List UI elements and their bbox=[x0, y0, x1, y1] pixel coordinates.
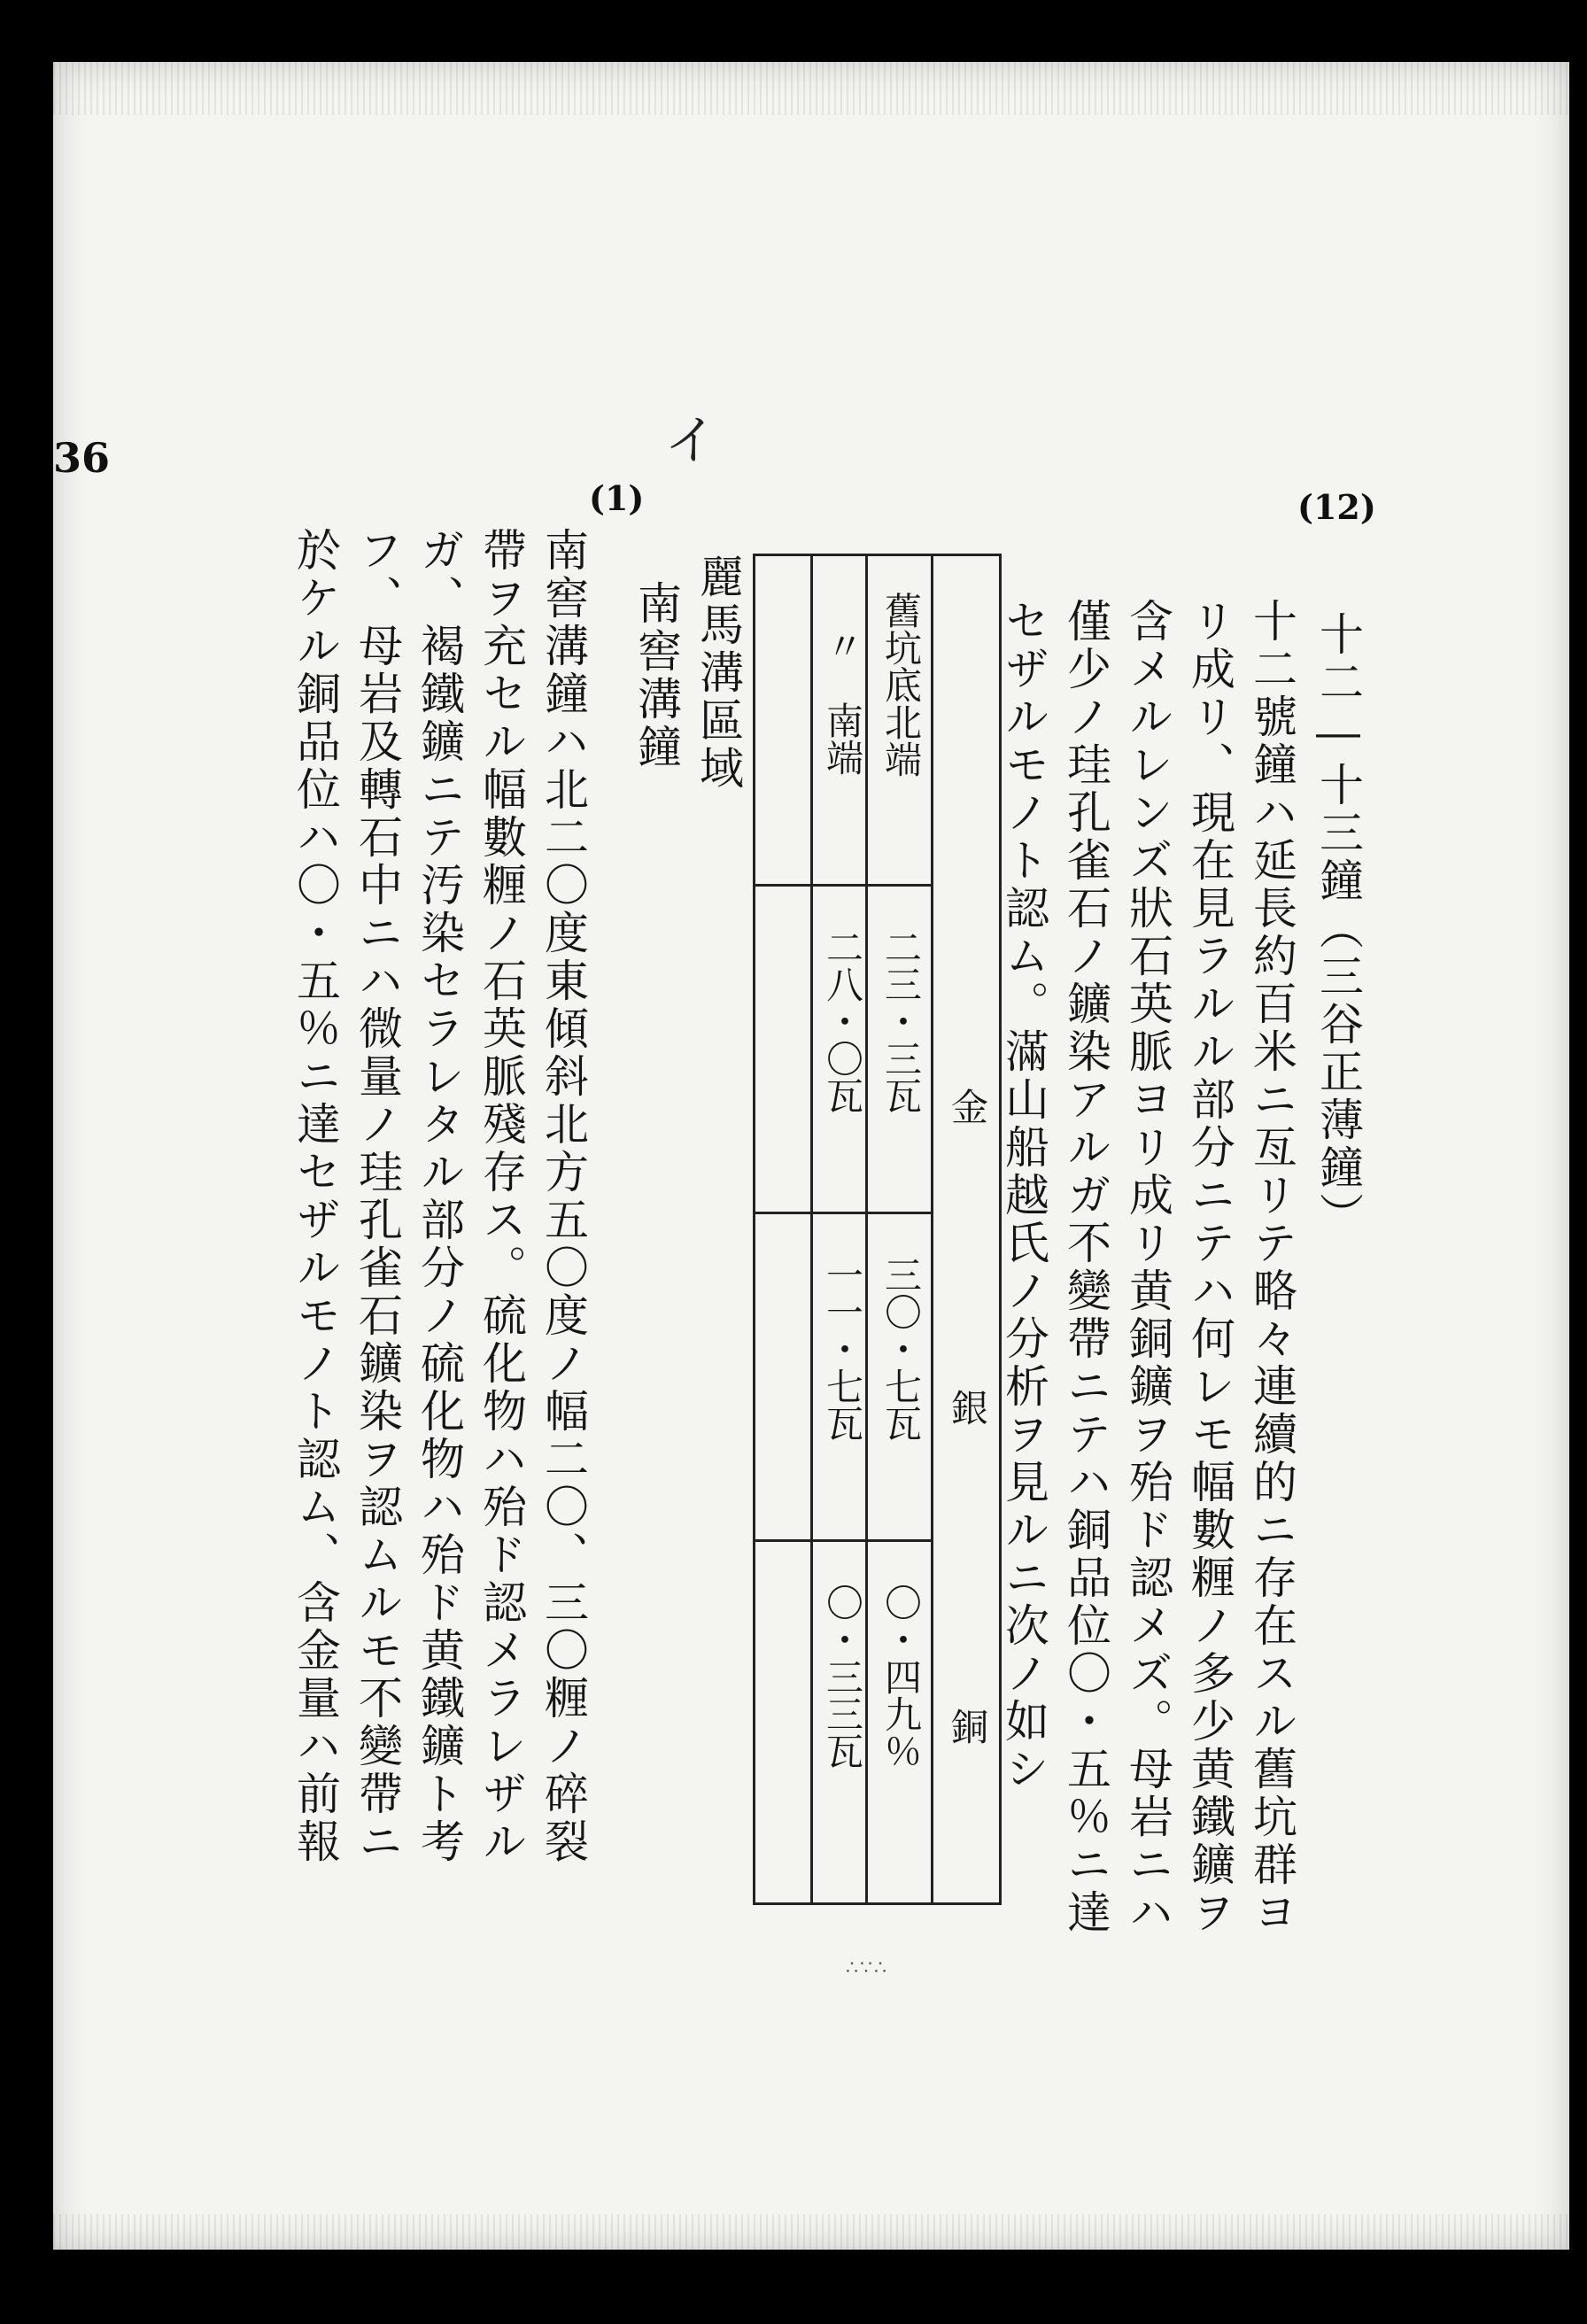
right-line-2: リ成リ、現在見ラルル部分ニテハ何レモ幅數糎ノ多少黄鐵鑛ヲ bbox=[1184, 598, 1235, 1937]
left-line-1: 南窖溝鐘ハ北二〇度東傾斜北方五〇度ノ幅二〇、三〇糎ノ碎裂 bbox=[538, 527, 589, 1866]
right-line-1: 十二號鐘ハ延長約百米ニ亙リテ略々連續的ニ存在スル舊坑群ヨ bbox=[1246, 598, 1297, 1937]
header-gold: 金 bbox=[946, 1088, 989, 1125]
left-line-3: ガ、褐鐵鑛ニテ汚染セラレタル部分ノ硫化物ハ殆ド黄鐵鑛ト考 bbox=[414, 527, 465, 1866]
table-divider-2 bbox=[865, 556, 868, 1902]
left-line-2: 帶ヲ充セル幅數糎ノ石英脈殘存ス。硫化物ハ殆ド認メラレザル bbox=[476, 527, 527, 1866]
table-stamp: ∴∵∴ bbox=[846, 1957, 888, 1979]
page-number: 36 bbox=[53, 434, 111, 482]
south-gold: 二八・〇瓦 bbox=[821, 928, 864, 1114]
table-row-line-3 bbox=[755, 1539, 931, 1542]
sub-title: 南窖溝鐘 bbox=[631, 580, 682, 771]
table-row-line-2 bbox=[755, 1212, 931, 1214]
north-silver: 三〇・七瓦 bbox=[879, 1256, 923, 1442]
right-line-3: 含メルレンズ狀石英脈ヨリ成リ黄銅鑛ヲ殆ド認メズ。母岩ニハ bbox=[1122, 598, 1173, 1937]
section-1-label: (1) bbox=[589, 478, 645, 518]
analysis-table bbox=[753, 554, 1002, 1905]
document-page bbox=[53, 62, 1569, 2250]
left-line-5: 於ケル銅品位ハ〇・五％ニ達セザルモノト認ム、含金量ハ前報 bbox=[290, 527, 341, 1866]
section-12-label: (12) bbox=[1297, 487, 1376, 527]
header-silver: 銀 bbox=[946, 1389, 989, 1426]
header-copper: 銅 bbox=[946, 1708, 989, 1745]
area-title: 麗馬溝區域 bbox=[693, 554, 744, 793]
right-section-title: 十二―十三鐘（三谷正薄鐘） bbox=[1312, 611, 1364, 1240]
right-line-5: セザルモノト認ム。滿山船越氏ノ分析ヲ見ルニ次ノ如シ bbox=[998, 598, 1049, 1793]
row-label-north: 舊坑底北端 bbox=[879, 592, 923, 778]
scan-noise-top bbox=[53, 62, 1569, 115]
row-label-south: 〃 南端 bbox=[821, 627, 864, 776]
katakana-i-mark: イ bbox=[664, 410, 717, 472]
right-line-4: 僅少ノ珪孔雀石ノ鑛染アルガ不變帶ニテハ銅品位〇・五％ニ達 bbox=[1060, 598, 1111, 1937]
table-divider-1 bbox=[810, 556, 813, 1902]
south-copper: 〇・三三瓦 bbox=[821, 1584, 864, 1770]
south-silver: 一一・七瓦 bbox=[821, 1256, 864, 1442]
scan-noise-bottom bbox=[53, 2214, 1569, 2250]
table-divider-3 bbox=[931, 556, 933, 1902]
north-copper: 〇・四九％ bbox=[879, 1584, 923, 1770]
table-row-line-1 bbox=[755, 884, 931, 887]
left-line-4: フ、母岩及轉石中ニハ微量ノ珪孔雀石鑛染ヲ認ムルモ不變帶ニ bbox=[352, 527, 403, 1866]
north-gold: 二三・三瓦 bbox=[879, 928, 923, 1114]
